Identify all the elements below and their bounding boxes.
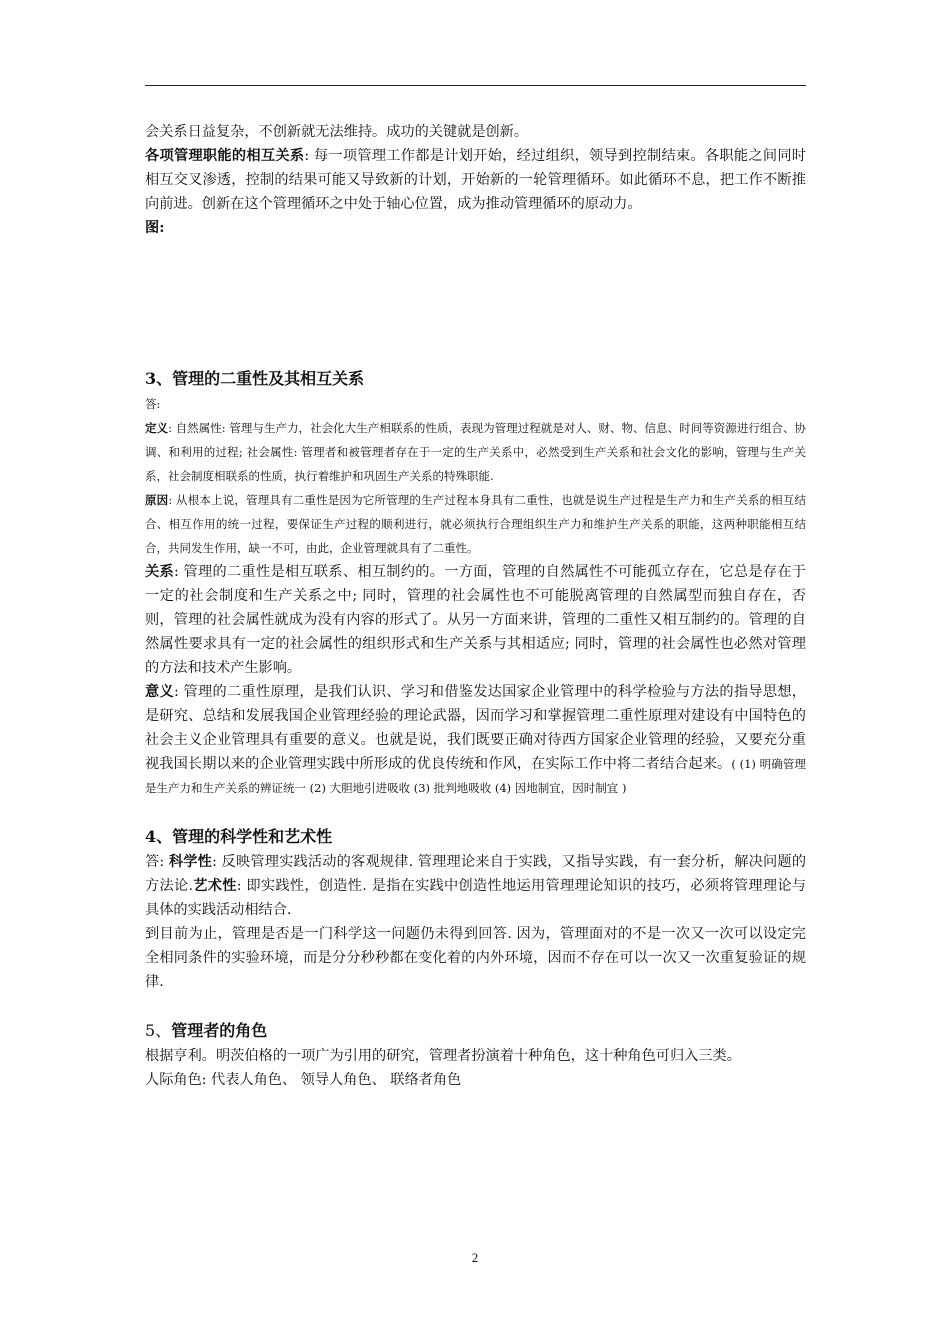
art-text: : 即实践性，创造性. 是指在实践中创造性地运用管理理论知识的技巧，必须将管理理论与具体的实践活动相结合.: [145, 878, 806, 918]
section4-paragraph1: [145, 850, 806, 922]
page-content: [145, 120, 806, 1092]
science-label: 科学性: [168, 854, 213, 870]
art-label: 艺术性: [192, 878, 237, 894]
figure-label: 图:: [145, 220, 165, 236]
meaning-paragraph: [145, 680, 806, 800]
header-rule: [145, 85, 806, 86]
figure-placeholder: [145, 240, 806, 350]
section5-paragraph1: 根据亨利。明茨伯格的一项广为引用的研究，管理者扮演着十种角色，这十种角色可归入三类。: [145, 1048, 741, 1064]
reason-paragraph: [145, 488, 806, 560]
management-functions-relation-paragraph: [145, 144, 806, 216]
relation2-text: : 管理的二重性是相互联系、相互制约的。一方面，管理的自然属性不可能孤立存在，它总是存在于一定的社会制度和生产关系之中; 同时，管理的社会属性也不可能脱离管理的自然属型而独自存在，否则，管理的社会属性就成为没有内容的形式了。从另一方面来讲，管理的二重性又相互制约的。管理的自然属性要求具有一定的社会属性的组织形式和生产关系与其相适应; 同时，管理的社会属性也必然对管理的方法和技术产生影响。: [145, 564, 806, 676]
section5-paragraph2: 人际角色: 代表人角色、 领导人角色、 联络者角色: [145, 1072, 462, 1088]
relation2-label: 关系: [145, 564, 174, 580]
page-number: 2: [471, 1250, 479, 1265]
science-text: : 反映管理实践活动的客观规律. 管理理论来自于实践，又指导实践，有一套分析，解决问题的方法论.: [145, 854, 807, 894]
section5-heading-text: 管理者的角色: [171, 1021, 268, 1040]
meaning-note: ( (1) 明确管理是生产力和生产关系的辨证统一 (2) 大胆地引进吸收 (3) 批判地吸收 (4) 因地制宜，因时制宜 ): [145, 757, 806, 795]
intro-paragraph: 会关系日益复杂，不创新就无法维持。成功的关键就是创新。: [145, 124, 529, 140]
meaning-label: 意义: [145, 684, 174, 700]
relation2-paragraph: [145, 560, 806, 680]
section4-paragraph2: 到目前为止，管理是否是一门科学这一问题仍未得到回答. 因为，管理面对的不是一次又一次可以设定完全相同条件的实验环境，而是分分秒秒都在变化着的内外环境，因而不存在可以一次又一次重复验证的规律.: [145, 926, 806, 990]
section3-answer: 答:: [145, 397, 161, 411]
definition-text: : 自然属性: 管理与生产力，社会化大生产相联系的性质，表现为管理过程就是对人、财、物、信息、时间等资源进行组合、协调、和利用的过程; 社会属性: 管理者和被管理者存在于一定的生产关系中，必然受到生产关系和社会文化的影响，管理与生产关系，社会制度相联系的性质，执行着维护和巩固生产关系的特殊职能.: [145, 421, 807, 483]
section5-heading-num: 5、: [145, 1021, 172, 1040]
definition-label: 定义: [145, 421, 169, 435]
section4-answer: 答:: [145, 854, 165, 870]
section5-heading: [145, 1018, 806, 1044]
definition-paragraph: [145, 416, 806, 488]
meaning-text: : 管理的二重性原理，是我们认识、学习和借鉴发达国家企业管理中的科学检验与方法的指导思想，是研究、总结和发展我国企业管理经验的理论武器，因而学习和掌握管理二重性原理对建设有中国特色的社会主义企业管理具有重要的意义。也就是说，我们既要正确对待西方国家企业管理的经验，又要充分重视我国长期以来的企业管理实践中所形成的优良传统和作风，在实际工作中将二者结合起来。: [145, 684, 806, 772]
section3-heading: 3、管理的二重性及其相互关系: [145, 369, 365, 388]
reason-text: : 从根本上说，管理具有二重性是因为它所管理的生产过程本身具有二重性，也就是说生产过程是生产力和生产关系的相互结合、相互作用的统一过程，要保证生产过程的顺利进行，就必须执行合理组织生产力和维护生产关系的职能，这两种职能相互结合，共同发生作用，缺一不可，由此，企业管理就具有了二重性。: [145, 493, 806, 555]
relation-text: : 每一项管理工作都是计划开始，经过组织，领导到控制结束。各职能之间同时相互交叉渗透，控制的结果可能又导致新的计划，开始新的一轮管理循环。如此循环不息，把工作不断推向前进。创新在这个管理循环之中处于轴心位置，成为推动管理循环的原动力。: [145, 148, 806, 212]
reason-label: 原因: [145, 493, 169, 507]
section4-heading: 4、管理的科学性和艺术性: [145, 827, 333, 846]
relation-label: 各项管理职能的相互关系: [145, 148, 305, 164]
